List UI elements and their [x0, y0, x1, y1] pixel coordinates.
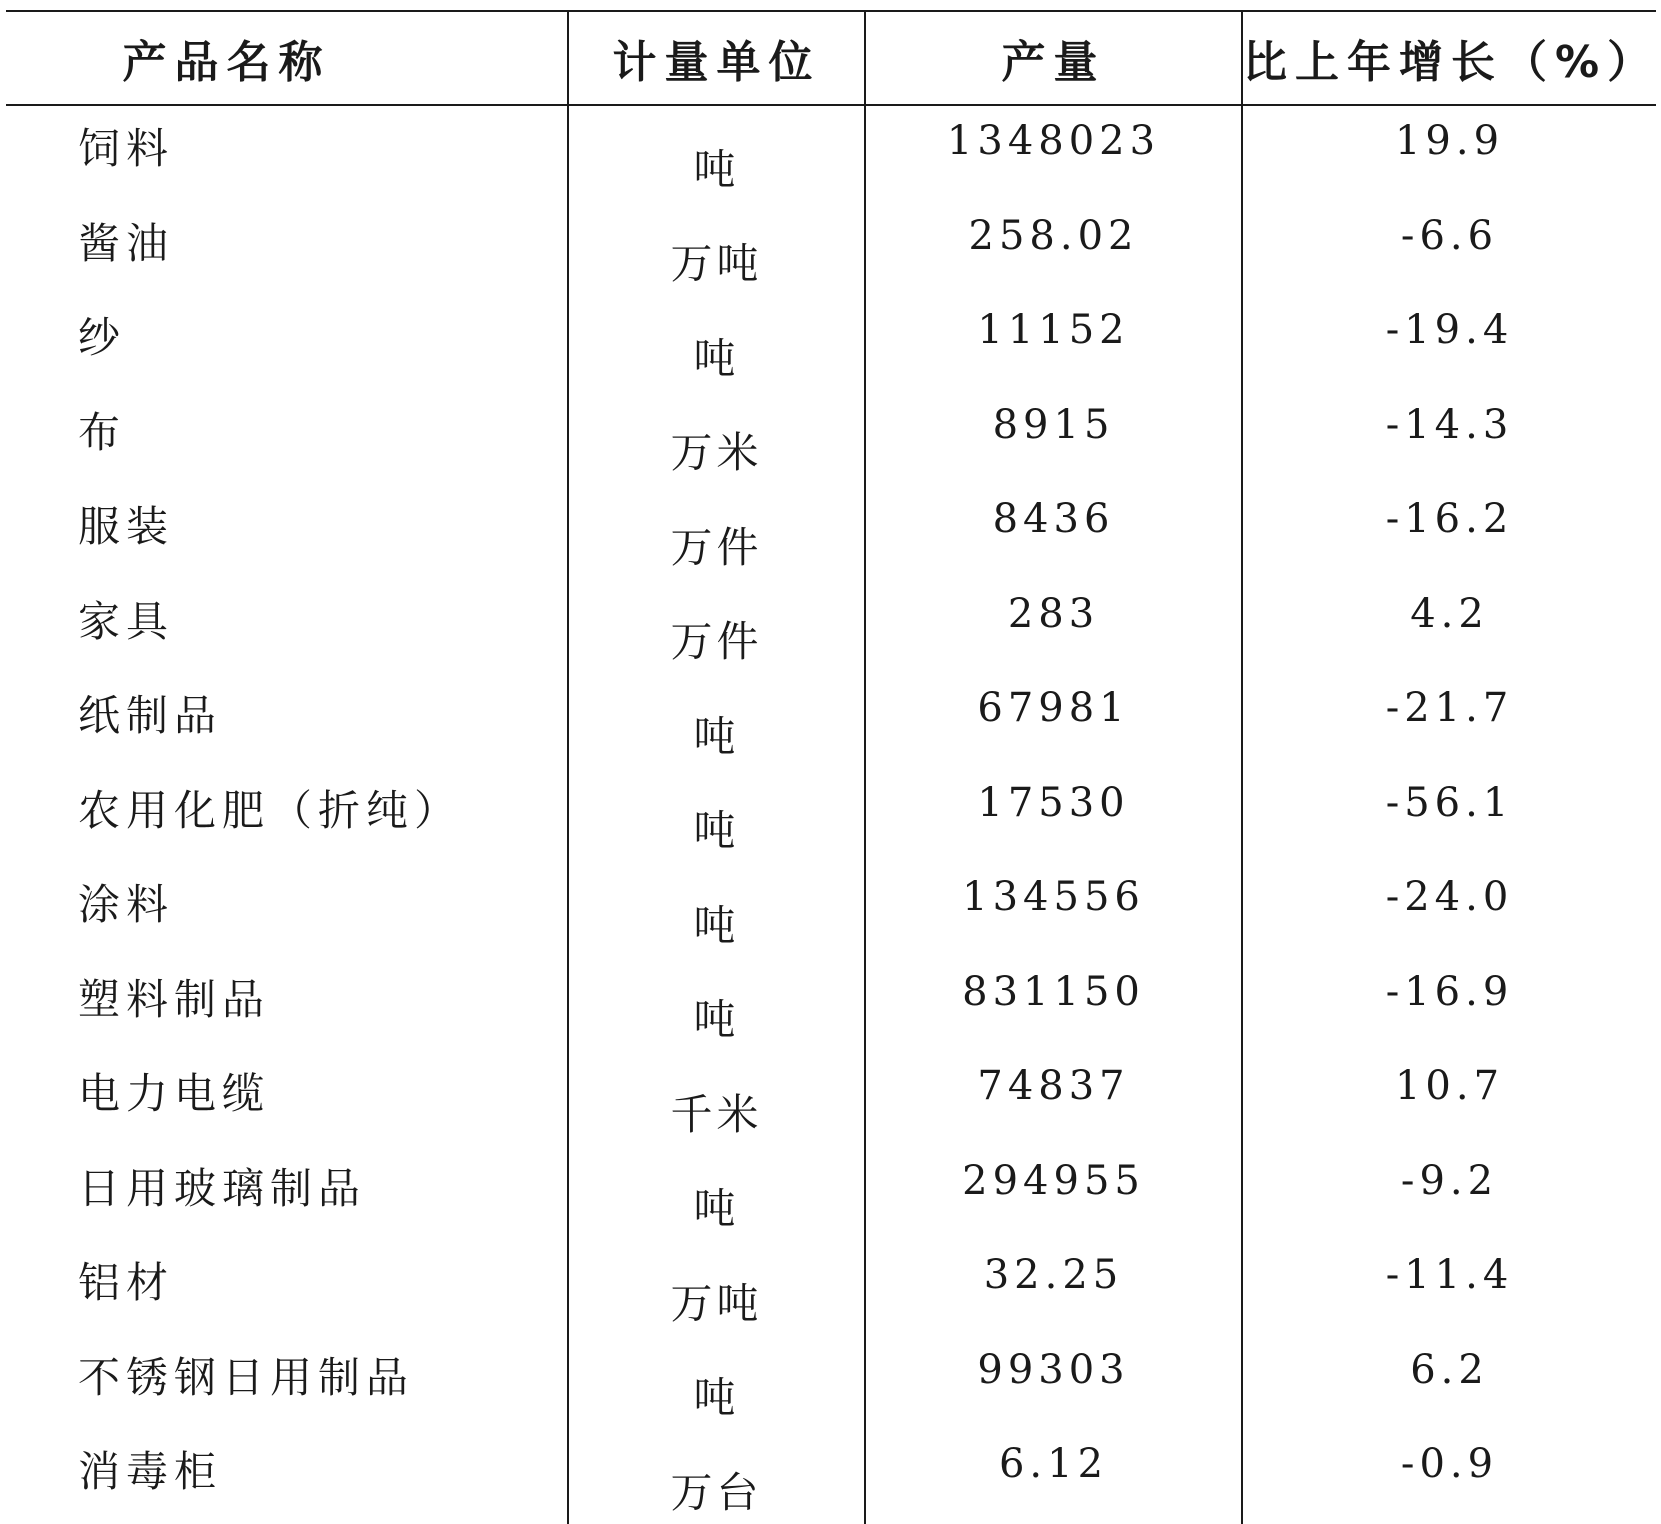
cell-product-name: 电力电缆 — [78, 1069, 271, 1118]
cell-growth: -14.3 — [1242, 390, 1656, 485]
cell-product-name: 铝材 — [78, 1258, 175, 1307]
table-row — [6, 768, 1656, 863]
cell-product-name: 服装 — [78, 502, 175, 551]
cell-output: 8915 — [865, 390, 1242, 485]
cell-output: 32.25 — [865, 1240, 1242, 1335]
cell-unit: 吨 — [568, 673, 865, 768]
table-row — [6, 1051, 1656, 1146]
cell-unit: 吨 — [568, 1335, 865, 1430]
table-row — [6, 1146, 1656, 1241]
cell-output: 258.02 — [865, 201, 1242, 296]
cell-growth: -16.2 — [1242, 484, 1656, 579]
table-row — [6, 484, 1656, 579]
cell-unit: 吨 — [568, 957, 865, 1052]
cell-output: 134556 — [865, 862, 1242, 957]
cell-product-name: 农用化肥（折纯） — [78, 785, 463, 835]
cell-output: 11152 — [865, 295, 1242, 390]
cell-product-name: 纸制品 — [78, 691, 223, 740]
table-row — [6, 1429, 1656, 1524]
cell-growth: -24.0 — [1242, 862, 1656, 957]
cell-output: 1348023 — [865, 105, 1242, 201]
cell-output: 74837 — [865, 1051, 1242, 1146]
cell-growth: -56.1 — [1242, 768, 1656, 863]
cell-unit: 吨 — [568, 768, 865, 863]
cell-growth: -6.6 — [1242, 201, 1656, 296]
cell-output: 99303 — [865, 1335, 1242, 1430]
cell-unit: 万米 — [568, 390, 865, 485]
cell-growth: -19.4 — [1242, 295, 1656, 390]
cell-product-name: 塑料制品 — [78, 974, 271, 1024]
table-row — [6, 579, 1656, 674]
cell-output: 294955 — [865, 1146, 1242, 1241]
cell-unit: 千米 — [568, 1051, 865, 1146]
product-output-table-container — [6, 10, 1660, 1524]
product-output-table — [6, 10, 1660, 1524]
cell-product-name: 消毒柜 — [78, 1447, 223, 1496]
cell-product-name: 酱油 — [78, 218, 175, 268]
table-body — [6, 105, 1656, 1524]
cell-growth: -16.9 — [1242, 957, 1656, 1052]
cell-growth: 6.2 — [1242, 1335, 1656, 1430]
cell-product-name: 不锈钢日用制品 — [78, 1352, 415, 1402]
cell-unit: 万台 — [568, 1429, 865, 1524]
cell-growth: 19.9 — [1242, 105, 1656, 201]
cell-output: 67981 — [865, 673, 1242, 768]
cell-product-name: 饲料 — [78, 124, 175, 173]
cell-output: 283 — [865, 579, 1242, 674]
cell-growth: -0.9 — [1242, 1429, 1656, 1524]
table-header — [6, 11, 1660, 105]
table-row — [6, 957, 1656, 1052]
cell-product-name: 纱 — [78, 313, 127, 362]
cell-product-name: 家具 — [78, 596, 175, 646]
cell-product-name: 布 — [78, 407, 127, 457]
cell-growth: -9.2 — [1242, 1146, 1656, 1241]
cell-unit: 吨 — [568, 105, 865, 201]
cell-product-name: 涂料 — [78, 880, 175, 929]
cell-growth: 10.7 — [1242, 1051, 1656, 1146]
cell-unit: 吨 — [568, 862, 865, 957]
table-row — [6, 390, 1656, 485]
cell-unit: 万吨 — [568, 201, 865, 296]
cell-unit: 万吨 — [568, 1240, 865, 1335]
header-product-name: 产品名称 — [6, 11, 568, 105]
table-row — [6, 295, 1656, 390]
header-output: 产量 — [865, 11, 1242, 105]
cell-growth: -11.4 — [1242, 1240, 1656, 1335]
cell-product-name: 日用玻璃制品 — [78, 1163, 367, 1213]
cell-unit: 吨 — [568, 1146, 865, 1241]
header-unit: 计量单位 — [568, 11, 865, 105]
table-row — [6, 862, 1656, 957]
cell-output: 6.12 — [865, 1429, 1242, 1524]
cell-unit: 吨 — [568, 295, 865, 390]
table-row — [6, 673, 1656, 768]
cell-unit: 万件 — [568, 484, 865, 579]
header-row — [6, 11, 1656, 105]
cell-output: 8436 — [865, 484, 1242, 579]
cell-output: 17530 — [865, 768, 1242, 863]
header-growth: 比上年增长（%） — [1242, 11, 1656, 105]
table-row — [6, 105, 1656, 201]
table-row — [6, 1240, 1656, 1335]
cell-growth: 4.2 — [1242, 579, 1656, 674]
table-row — [6, 201, 1656, 296]
table-row — [6, 1335, 1656, 1430]
cell-output: 831150 — [865, 957, 1242, 1052]
cell-growth: -21.7 — [1242, 673, 1656, 768]
cell-unit: 万件 — [568, 579, 865, 674]
